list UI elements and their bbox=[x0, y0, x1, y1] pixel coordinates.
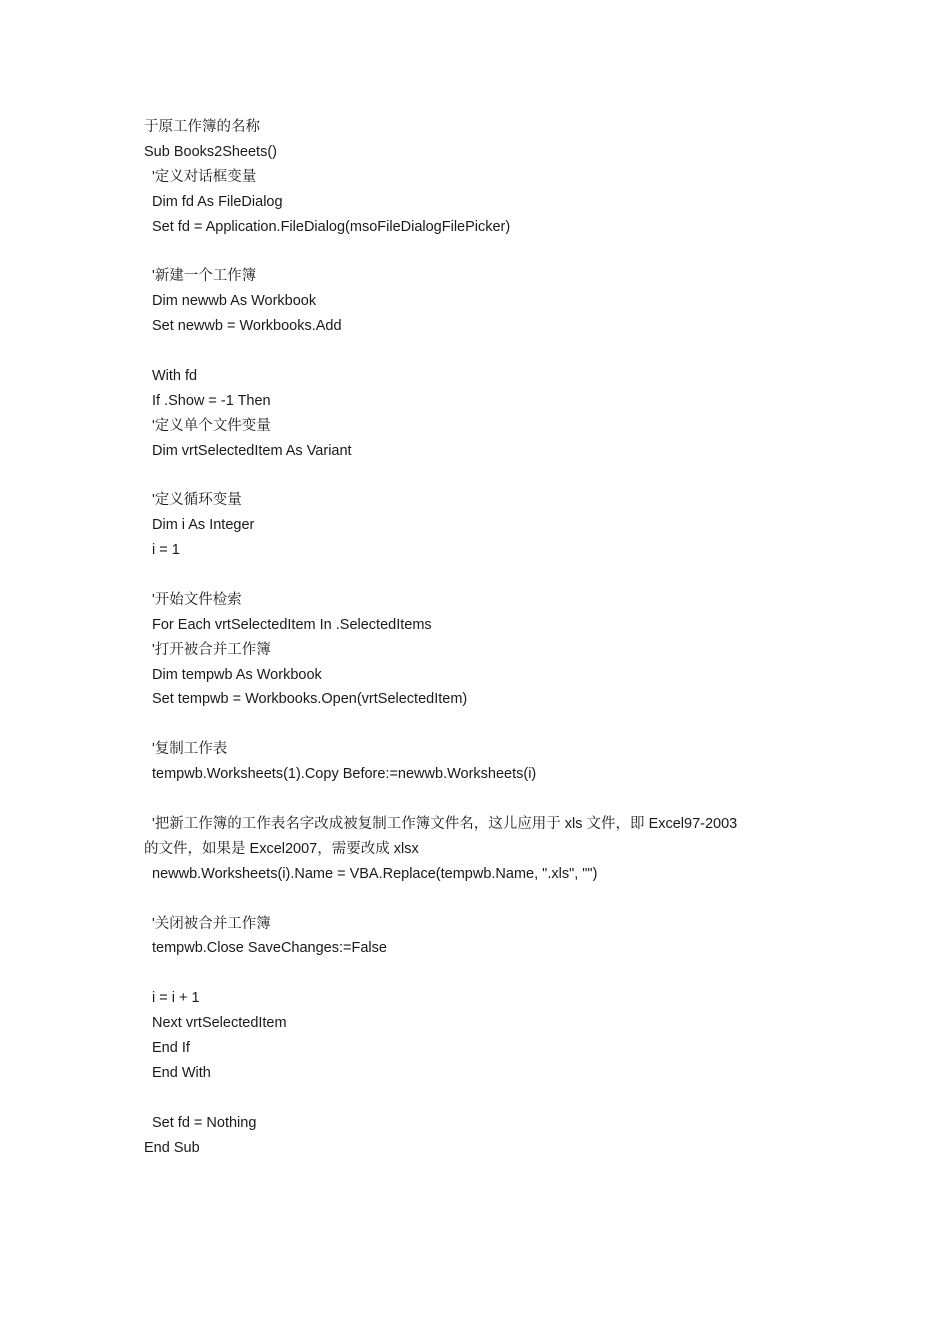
comment-line: '新建一个工作簿 bbox=[152, 268, 257, 285]
code-line: Dim vrtSelectedItem As Variant bbox=[152, 442, 352, 459]
code-line: i = 1 bbox=[152, 542, 180, 559]
blank-line bbox=[144, 339, 824, 364]
comment-line: '定义循环变量 bbox=[152, 492, 242, 509]
code-line: End With bbox=[152, 1064, 211, 1081]
code-line: tempwb.Close SaveChanges:=False bbox=[152, 940, 387, 957]
comment-line-continued: 的文件，如果是 Excel2007，需要改成 xlsx bbox=[144, 840, 419, 857]
code-line: Sub Books2Sheets() bbox=[144, 143, 277, 160]
comment-line: '开始文件检索 bbox=[152, 591, 242, 608]
code-line: For Each vrtSelectedItem In .SelectedItems bbox=[152, 616, 432, 633]
code-line: Dim newwb As Workbook bbox=[152, 293, 317, 310]
code-line: Next vrtSelectedItem bbox=[152, 1015, 287, 1032]
vba-code-block bbox=[144, 115, 824, 1160]
code-line: tempwb.Worksheets(1).Copy Before:=newwb.Worksheets(i) bbox=[152, 766, 537, 783]
blank-line bbox=[144, 463, 824, 488]
blank-line bbox=[144, 961, 824, 986]
blank-line bbox=[144, 239, 824, 264]
code-line: i = i + 1 bbox=[152, 990, 200, 1007]
comment-line: '关闭被合并工作簿 bbox=[152, 915, 271, 932]
blank-line bbox=[144, 887, 824, 912]
code-line: Dim tempwb As Workbook bbox=[152, 666, 322, 683]
comment-line: '复制工作表 bbox=[152, 741, 228, 758]
blank-line bbox=[144, 563, 824, 588]
code-line: End Sub bbox=[144, 1139, 200, 1156]
comment-line: '定义对话框变量 bbox=[152, 168, 257, 185]
code-line: End If bbox=[152, 1039, 190, 1056]
comment-line: '定义单个文件变量 bbox=[152, 417, 271, 434]
blank-line bbox=[144, 787, 824, 812]
blank-line bbox=[144, 712, 824, 737]
code-line: If .Show = -1 Then bbox=[152, 392, 271, 409]
code-line: Dim fd As FileDialog bbox=[152, 193, 283, 210]
code-line: With fd bbox=[152, 367, 198, 384]
code-line: newwb.Worksheets(i).Name = VBA.Replace(tempwb.Name, ".xls", "") bbox=[152, 865, 598, 882]
code-line: Dim i As Integer bbox=[152, 517, 255, 534]
comment-line: '打开被合并工作簿 bbox=[152, 641, 271, 658]
code-line: Set fd = Application.FileDialog(msoFileDialogFilePicker) bbox=[152, 218, 511, 235]
comment-line: '把新工作簿的工作表名字改成被复制工作簿文件名，这儿应用于 xls 文件，即 Excel97-2003 bbox=[152, 815, 738, 832]
blank-line bbox=[144, 1086, 824, 1111]
code-line: Set fd = Nothing bbox=[152, 1114, 257, 1131]
text-line: 于原工作簿的名称 bbox=[144, 119, 260, 135]
code-line: Set tempwb = Workbooks.Open(vrtSelectedItem) bbox=[152, 691, 468, 708]
code-line: Set newwb = Workbooks.Add bbox=[152, 318, 342, 335]
